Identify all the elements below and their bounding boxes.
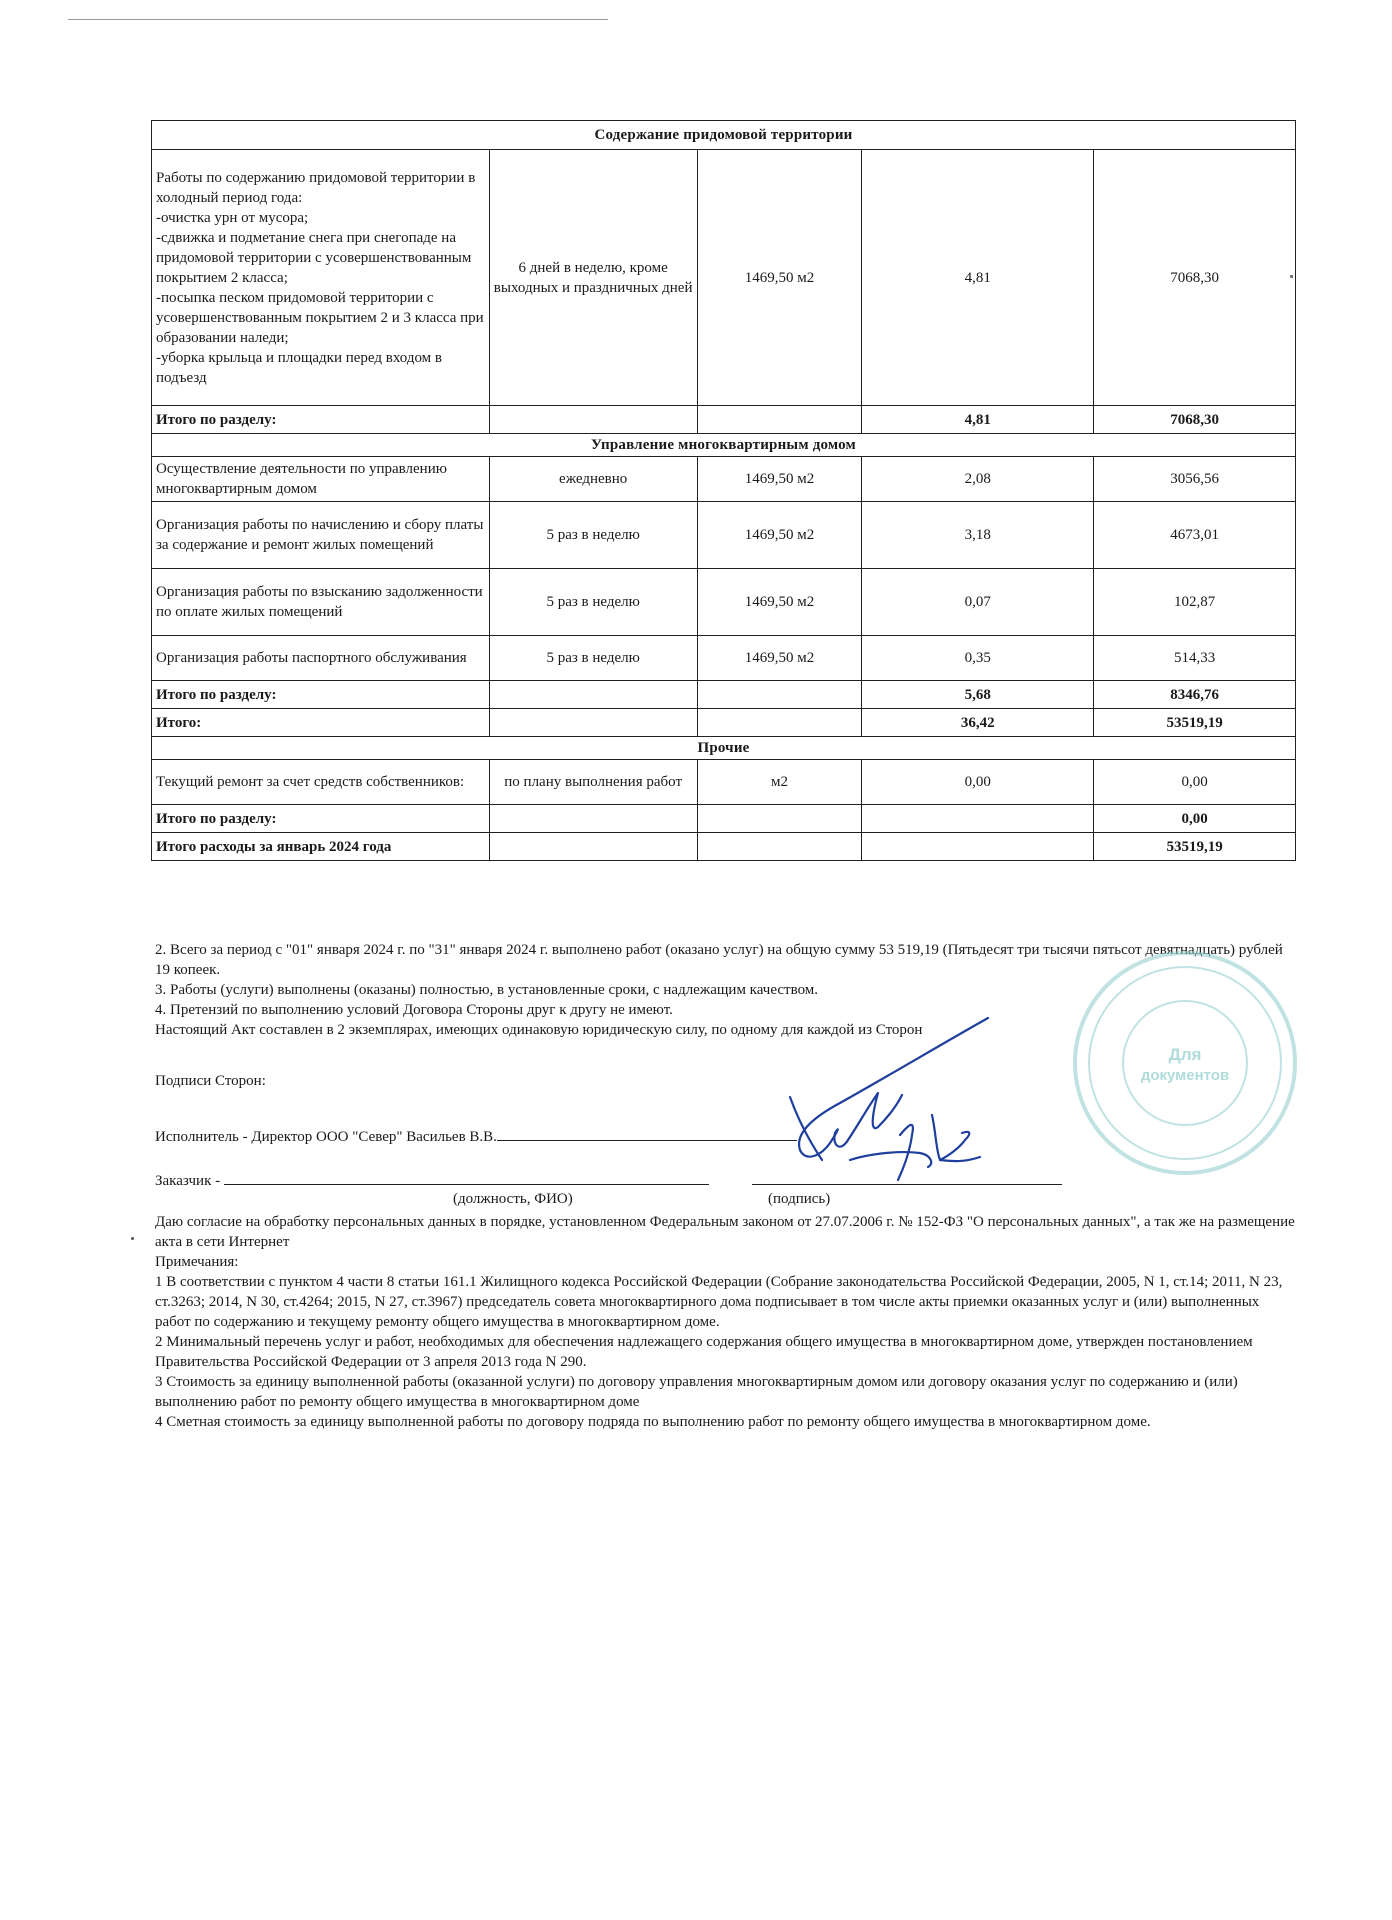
table-row [152,569,1296,636]
work-name: Осуществление деятельности по управлению многоквартирным домом [152,457,490,502]
table-row [152,150,1296,406]
grand-total-rate: 36,42 [862,709,1094,737]
work-area: 1469,50 м2 [697,150,862,406]
total-sum: 7068,30 [1094,406,1296,434]
work-frequency: 5 раз в неделю [489,636,697,681]
work-sum: 3056,56 [1094,457,1296,502]
work-name: Организация работы по взысканию задолженности по оплате жилых помещений [152,569,490,636]
grand-total-label: Итого: [152,709,490,737]
total-sum: 0,00 [1094,805,1296,833]
work-name: Организация работы по начислению и сбору платы за содержание и ремонт жилых помещений [152,502,490,569]
section-total-row [152,406,1296,434]
total-label: Итого по разделу: [152,406,490,434]
section-total-row [152,681,1296,709]
work-area: 1469,50 м2 [697,636,862,681]
total-rate: 4,81 [862,406,1094,434]
work-sum: 7068,30 [1094,150,1296,406]
work-name: Текущий ремонт за счет средств собственников: [152,760,490,805]
works-table [151,120,1296,861]
table-row [152,636,1296,681]
total-sum: 8346,76 [1094,681,1296,709]
work-frequency: ежедневно [489,457,697,502]
section-header-row [152,434,1296,457]
work-sum: 102,87 [1094,569,1296,636]
consent-paragraph: Даю согласие на обработку персональных данных в порядке, установленном Федеральным законом от 27.07.2006 г. № 152-ФЗ "О персональных данных", а так же на размещение акта в сети Интернет [155,1214,1295,1250]
margin-mark [131,1237,134,1240]
final-total-row [152,833,1296,861]
company-stamp [1070,948,1300,1178]
total-rate: 5,68 [862,681,1094,709]
total-label: Итого по разделу: [152,681,490,709]
section-title: Прочие [152,737,1296,760]
caption-signature: (подпись) [768,1191,831,1207]
remark-3: 3 Стоимость за единицу выполненной работы (оказанной услуги) по договору управления многоквартирным домом или договору оказания услуг по содержанию и (или) выполнению работ по ремонту общего имущества в многоквартирном доме [155,1374,1238,1410]
work-rate: 0,35 [862,636,1094,681]
handwritten-signatures [700,1015,1000,1185]
work-name: Работы по содержанию придомовой территории в холодный период года: -очистка урн от мусора; -сдвижка и подметание снега при снегопаде на придомовой территории с усовершенствованным покрытием 2 класса; -посыпка песком придомовой территории с усовершенствованным покрытием 2 и 3 класса при образовании наледи; -уборка крыльца и площадки перед входом в подъезд [152,150,490,406]
table-row [152,502,1296,569]
section-total-row [152,805,1296,833]
section-title: Содержание придомовой территории [152,121,1296,150]
signatures-heading: Подписи Сторон: [155,1073,266,1089]
caption-position: (должность, ФИО) [453,1191,573,1207]
final-total-label: Итого расходы за январь 2024 года [152,833,490,861]
customer-position-line [224,1169,709,1185]
customer-line [155,1169,709,1190]
scan-edge-line [68,19,608,20]
work-rate: 3,18 [862,502,1094,569]
total-label: Итого по разделу: [152,805,490,833]
section-header-row [152,737,1296,760]
work-area: 1469,50 м2 [697,569,862,636]
note-copies-paragraph: Настоящий Акт составлен в 2 экземплярах, имеющих одинаковую юридическую силу, по одному для каждой из Сторон [155,1022,923,1038]
note-quality-paragraph: 3. Работы (услуги) выполнены (оказаны) полностью, в установленные сроки, с надлежащим качеством. [155,982,819,998]
post-signature-text [155,1212,1295,1432]
section-title: Управление многоквартирным домом [152,434,1296,457]
grand-total-row [152,709,1296,737]
work-frequency: 6 дней в неделю, кроме выходных и праздничных дней [489,150,697,406]
work-rate: 0,07 [862,569,1094,636]
customer-label: Заказчик - [155,1173,221,1189]
svg-text:документов: документов [1140,1067,1230,1084]
remarks-title: Примечания: [155,1254,239,1270]
work-frequency: по плану выполнения работ [489,760,697,805]
grand-total-sum: 53519,19 [1094,709,1296,737]
executor-label: Исполнитель - Директор ООО "Север" Васильев В.В. [155,1129,497,1145]
svg-text:Для: Для [1168,1045,1202,1064]
work-frequency: 5 раз в неделю [489,502,697,569]
work-sum: 4673,01 [1094,502,1296,569]
table-row [152,457,1296,502]
note-total-paragraph: 2. Всего за период с "01" января 2024 г. по "31" января 2024 г. выполнено работ (оказано услуг) на общую сумму 53 519,19 (Пятьдесят три тысячи пятьсот девятнадцать) рублей 19 копеек. [155,942,1283,978]
work-sum: 0,00 [1094,760,1296,805]
work-area: 1469,50 м2 [697,457,862,502]
note-claims-paragraph: 4. Претензий по выполнению условий Договора Стороны друг к другу не имеют. [155,1002,673,1018]
work-sum: 514,33 [1094,636,1296,681]
final-total-sum: 53519,19 [1094,833,1296,861]
work-area: 1469,50 м2 [697,502,862,569]
section-header-row [152,121,1296,150]
remark-1: 1 В соответствии с пунктом 4 части 8 статьи 161.1 Жилищного кодекса Российской Федерации (Собрание законодательства Российской Федерации, 2005, N 1, ст.14; 2011, N 23, ст.3263; 2014, N 30, ст.4264; 2015, N 27, ст.3967) председатель совета многоквартирного дома подписывает в том числе акты приемки оказанных услуг и (или) выполненных работ по содержанию и текущему ремонту общего имущества в многоквартирном доме. [155,1274,1283,1330]
work-frequency: 5 раз в неделю [489,569,697,636]
remark-2: 2 Минимальный перечень услуг и работ, необходимых для обеспечения надлежащего содержания общего имущества в многоквартирном доме, утвержден постановлением Правительства Российской Федерации от 3 апреля 2013 года N 290. [155,1334,1253,1370]
remark-4: 4 Сметная стоимость за единицу выполненной работы по договору подряда по выполнению работ по ремонту общего имущества в многоквартирном доме. [155,1414,1151,1430]
table-row [152,760,1296,805]
work-area: м2 [697,760,862,805]
work-rate: 4,81 [862,150,1094,406]
work-name: Организация работы паспортного обслуживания [152,636,490,681]
work-rate: 0,00 [862,760,1094,805]
work-rate: 2,08 [862,457,1094,502]
